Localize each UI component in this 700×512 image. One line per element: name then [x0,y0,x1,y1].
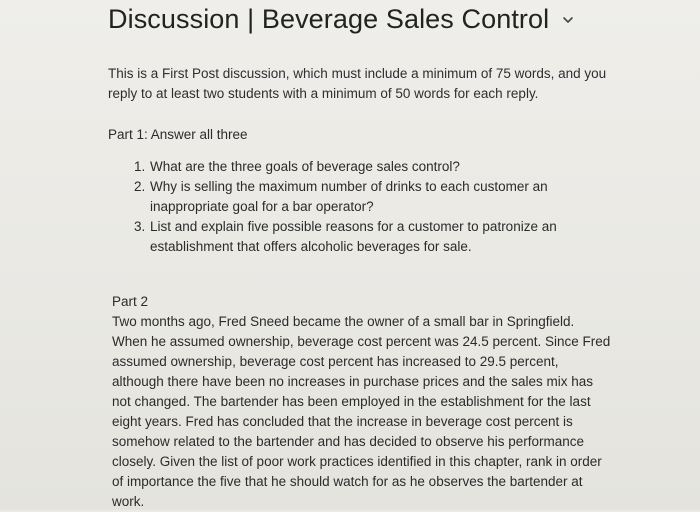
part1-heading: Part 1: Answer all three [108,127,248,142]
question-list [134,157,574,257]
list-item-number: 1. [134,159,146,174]
list-item [134,157,574,177]
list-item [134,217,574,257]
list-item-text: Why is selling the maximum number of drinks to each customer an inappropriate goal for a bar operator? [150,179,548,214]
part2-section [112,292,612,512]
part2-heading: Part 2 [112,294,149,309]
list-item-text: What are the three goals of beverage sales control? [150,159,460,174]
page-title: Discussion | Beverage Sales Control [108,3,550,34]
title-row[interactable] [108,0,575,38]
list-item-number: 2. [134,179,146,194]
list-item-number: 3. [134,219,146,234]
intro-paragraph: This is a First Post discussion, which must include a minimum of 75 words, and you reply to at least two students with a minimum of 50 words for each reply. [108,66,607,101]
part2-paragraph: Two months ago, Fred Sneed became the owner of a small bar in Springfield. When he assumed ownership, beverage cost percent was 24.5 percent. Since Fred assumed ownership, beverage cost percent has increased to 29.5 percent, although there have been no increases in purchase prices and the sales mix has not changed. The bartender has been employed in the establishment for the last eight years. Fred has concluded that the increase in beverage cost percent is somehow related to the bartender and has decided to observe his performance closely. Given the list of poor work practices identified in this chapter, rank in order of importance the five that he should watch for as he observes the bartender at work. [112,314,611,509]
chevron-down-icon[interactable] [561,13,575,27]
list-item-text: List and explain five possible reasons for a customer to patronize an establishment that offers alcoholic beverages for sale. [150,219,557,254]
list-item [134,177,574,217]
